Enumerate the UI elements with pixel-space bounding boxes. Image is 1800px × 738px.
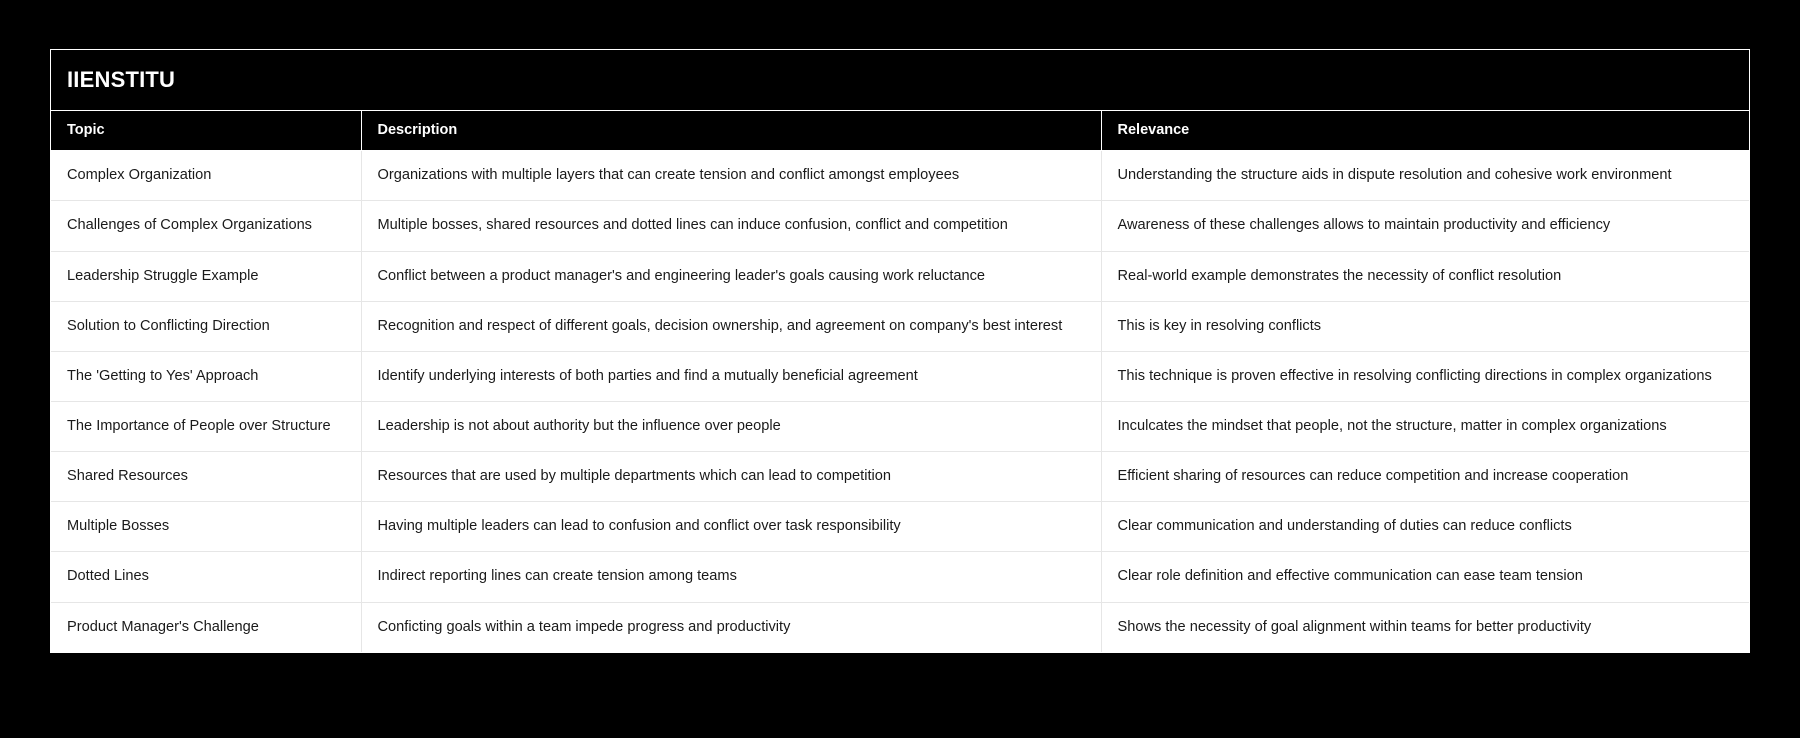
cell-relevance: Clear role definition and effective communication can ease team tension [1117, 568, 1583, 585]
cell-relevance: Shows the necessity of goal alignment within teams for better productivity [1117, 618, 1592, 635]
cell-relevance: Awareness of these challenges allows to maintain productivity and efficiency [1117, 217, 1611, 234]
cell-topic: Product Manager's Challenge [51, 602, 361, 652]
table-row [51, 251, 1750, 301]
cell-description: Resources that are used by multiple departments which can lead to competition [361, 452, 1101, 502]
cell-relevance: Real-world example demonstrates the necessity of conflict resolution [1117, 267, 1562, 284]
table-row [51, 201, 1750, 251]
table-row [51, 401, 1750, 451]
table-row [51, 301, 1750, 351]
brand-bar [51, 50, 1749, 111]
cell-description: Multiple bosses, shared resources and dotted lines can induce confusion, conflict and competition [361, 201, 1101, 251]
table-row [51, 552, 1750, 602]
cell-topic: Shared Resources [51, 452, 361, 502]
cell-topic: Dotted Lines [51, 552, 361, 602]
cell-relevance: Efficient sharing of resources can reduce competition and increase cooperation [1117, 468, 1629, 485]
cell-relevance: This technique is proven effective in resolving conflicting directions in complex organizations [1117, 367, 1712, 384]
cell-description: Organizations with multiple layers that can create tension and conflict amongst employees [361, 151, 1101, 201]
cell-topic: Solution to Conflicting Direction [51, 301, 361, 351]
table-row [51, 602, 1750, 652]
column-header-description[interactable]: Description [361, 111, 1101, 151]
cell-topic: The Importance of People over Structure [51, 401, 361, 451]
column-header-relevance[interactable]: Relevance [1101, 111, 1750, 151]
topics-table [51, 111, 1750, 652]
cell-relevance: Clear communication and understanding of duties can reduce conflicts [1117, 518, 1572, 535]
column-header-topic[interactable]: Topic [51, 111, 361, 151]
cell-description: Conficting goals within a team impede progress and productivity [361, 602, 1101, 652]
cell-relevance: This is key in resolving conflicts [1117, 317, 1322, 334]
cell-topic: Multiple Bosses [51, 502, 361, 552]
table-row [51, 351, 1750, 401]
table-row [51, 502, 1750, 552]
cell-relevance: Understanding the structure aids in dispute resolution and cohesive work environment [1117, 167, 1672, 184]
brand-title: IIENSTITU [67, 67, 176, 92]
table-body [51, 151, 1750, 652]
cell-description: Conflict between a product manager's and engineering leader's goals causing work reluctance [361, 251, 1101, 301]
table-header [51, 111, 1750, 151]
cell-description: Leadership is not about authority but the influence over people [361, 401, 1101, 451]
cell-topic: Leadership Struggle Example [51, 251, 361, 301]
table-row [51, 452, 1750, 502]
cell-topic: Challenges of Complex Organizations [51, 201, 361, 251]
cell-topic: Complex Organization [51, 151, 361, 201]
cell-description: Identify underlying interests of both parties and find a mutually beneficial agreement [361, 351, 1101, 401]
cell-relevance: Inculcates the mindset that people, not the structure, matter in complex organizations [1117, 417, 1667, 434]
content-card [50, 49, 1750, 653]
cell-topic: The 'Getting to Yes' Approach [51, 351, 361, 401]
cell-description: Recognition and respect of different goals, decision ownership, and agreement on company's best interest [361, 301, 1101, 351]
table-row [51, 151, 1750, 201]
table-header-row [51, 111, 1750, 151]
cell-description: Having multiple leaders can lead to confusion and conflict over task responsibility [361, 502, 1101, 552]
cell-description: Indirect reporting lines can create tension among teams [361, 552, 1101, 602]
